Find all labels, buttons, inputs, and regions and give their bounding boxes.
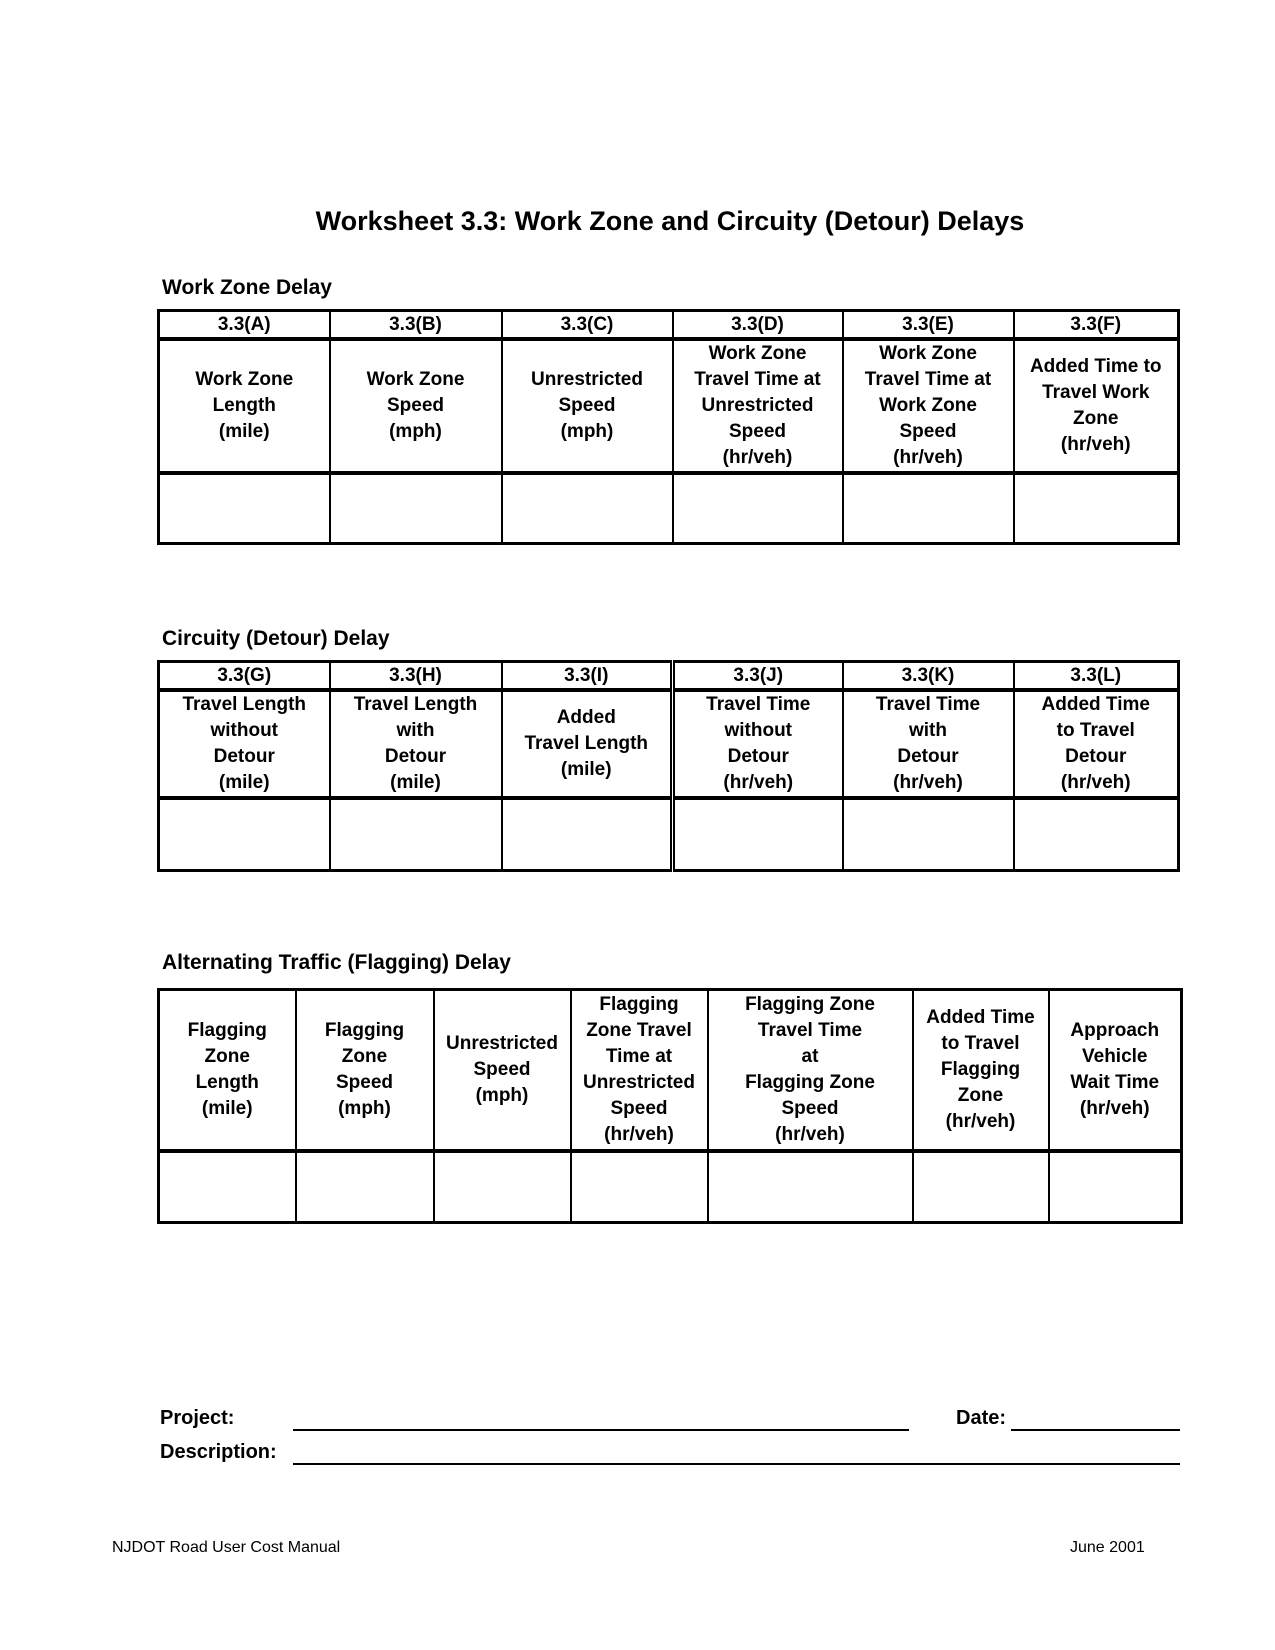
code-cell: 3.3(A)	[159, 311, 330, 340]
work-zone-table	[157, 309, 1180, 545]
entry-cell[interactable]	[502, 798, 673, 870]
code-cell: 3.3(I)	[502, 662, 673, 691]
flagging-table	[157, 988, 1183, 1224]
column-header: Flagging Zone Travel Time at Unrestricted Speed (hr/veh)	[571, 990, 708, 1151]
code-cell: 3.3(K)	[843, 662, 1014, 691]
entry-cell[interactable]	[434, 1151, 571, 1223]
circuity-heading: Circuity (Detour) Delay	[162, 627, 390, 650]
code-cell: 3.3(J)	[673, 662, 843, 691]
entry-cell[interactable]	[159, 798, 330, 870]
column-header: Work Zone Length (mile)	[159, 339, 330, 473]
project-label: Project:	[160, 1407, 235, 1429]
entry-cell[interactable]	[296, 1151, 434, 1223]
column-header: Travel Time without Detour (hr/veh)	[673, 690, 843, 798]
code-cell: 3.3(E)	[843, 311, 1014, 340]
column-header: Unrestricted Speed (mph)	[434, 990, 571, 1151]
column-header: Unrestricted Speed (mph)	[502, 339, 673, 473]
entry-cell[interactable]	[673, 473, 843, 543]
circuity-table	[157, 660, 1180, 872]
column-header: Added Time to Travel Detour (hr/veh)	[1014, 690, 1179, 798]
entry-cell[interactable]	[159, 473, 330, 543]
entry-cell[interactable]	[673, 798, 843, 870]
column-header: Travel Time with Detour (hr/veh)	[843, 690, 1014, 798]
date-label: Date:	[956, 1407, 1007, 1429]
entry-cell[interactable]	[913, 1151, 1049, 1223]
entry-cell[interactable]	[159, 1151, 296, 1223]
entry-cell[interactable]	[843, 473, 1014, 543]
description-input-line[interactable]	[293, 1463, 1180, 1465]
column-header: Travel Length with Detour (mile)	[330, 690, 502, 798]
column-header: Added Time to Travel Flagging Zone (hr/veh)	[913, 990, 1049, 1151]
code-cell: 3.3(F)	[1014, 311, 1179, 340]
column-header: Flagging Zone Speed (mph)	[296, 990, 434, 1151]
date-input-line[interactable]	[1011, 1429, 1180, 1431]
footer-source: NJDOT Road User Cost Manual	[112, 1539, 341, 1556]
code-cell: 3.3(L)	[1014, 662, 1179, 691]
work-zone-heading: Work Zone Delay	[162, 276, 332, 299]
entry-cell[interactable]	[330, 798, 502, 870]
footer-date: June 2001	[1070, 1539, 1145, 1556]
column-header: Work Zone Travel Time at Work Zone Speed (hr/veh)	[843, 339, 1014, 473]
code-cell: 3.3(G)	[159, 662, 330, 691]
column-header: Travel Length without Detour (mile)	[159, 690, 330, 798]
entry-cell[interactable]	[571, 1151, 708, 1223]
code-cell: 3.3(C)	[502, 311, 673, 340]
column-header: Added Travel Length (mile)	[502, 690, 673, 798]
column-header: Added Time to Travel Work Zone (hr/veh)	[1014, 339, 1179, 473]
code-cell: 3.3(D)	[673, 311, 843, 340]
entry-cell[interactable]	[1014, 473, 1179, 543]
column-header: Approach Vehicle Wait Time (hr/veh)	[1049, 990, 1182, 1151]
project-input-line[interactable]	[293, 1429, 909, 1431]
description-label: Description:	[160, 1441, 277, 1463]
code-cell: 3.3(B)	[330, 311, 502, 340]
entry-cell[interactable]	[708, 1151, 913, 1223]
entry-cell[interactable]	[502, 473, 673, 543]
entry-cell[interactable]	[330, 473, 502, 543]
entry-cell[interactable]	[843, 798, 1014, 870]
column-header: Work Zone Travel Time at Unrestricted Speed (hr/veh)	[673, 339, 843, 473]
column-header: Work Zone Speed (mph)	[330, 339, 502, 473]
flagging-heading: Alternating Traffic (Flagging) Delay	[162, 951, 511, 974]
entry-cell[interactable]	[1049, 1151, 1182, 1223]
column-header: Flagging Zone Travel Time at Flagging Zone Speed (hr/veh)	[708, 990, 913, 1151]
code-cell: 3.3(H)	[330, 662, 502, 691]
page-title: Worksheet 3.3: Work Zone and Circuity (Detour) Delays	[315, 206, 1025, 236]
entry-cell[interactable]	[1014, 798, 1179, 870]
column-header: Flagging Zone Length (mile)	[159, 990, 296, 1151]
